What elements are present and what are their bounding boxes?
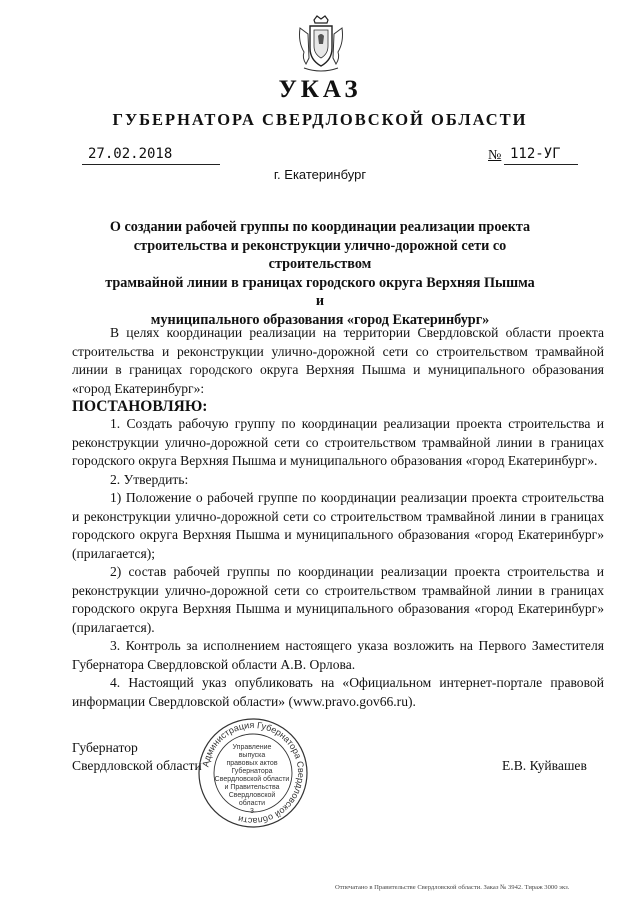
preamble-paragraph: В целях координации реализации на территории Свердловской области проекта строительства и реконструкции улично-дорожной сети со строительством трамвайной линии в границах городского округа Верхняя Пышма и муниципального образования «город Екатеринбург»: <box>72 325 604 396</box>
print-footer: Отпечатано в Правительстве Свердловской области. Заказ № 3942. Тираж 3000 экз. <box>335 884 570 891</box>
stamp-line: и Правительства <box>224 784 280 791</box>
document-title <box>100 218 540 329</box>
stamp-line: Свердловской <box>228 792 276 799</box>
item-3-paragraph: 3. Контроль за исполнением настоящего указа возложить на Первого Заместителя Губернатора Свердловской области А.В. Орлова. <box>72 638 604 672</box>
date-field: 27.02.2018 <box>82 146 220 165</box>
coat-of-arms-emblem <box>296 14 346 74</box>
number-sign: № <box>488 148 502 163</box>
document-type: УКАЗ <box>278 76 362 103</box>
stamp-line: Губернатора <box>231 768 273 775</box>
city-label: г. Екатеринбург <box>273 167 367 182</box>
signer-title-line-2: Свердловской области <box>72 758 202 773</box>
stamp-ring-text: Администрация Губернатора Свердловской области <box>200 719 307 827</box>
title-line: трамвайной линии в границах городского округа Верхняя Пышма и <box>105 274 535 309</box>
title-line: муниципального образования «город Екатеринбург» <box>150 311 490 328</box>
stamp-line: 3 <box>250 808 254 815</box>
stamp-line: выпуска <box>238 752 266 759</box>
decree-number-field: 112-УГ <box>504 146 578 165</box>
item-2-paragraph: 2. Утвердить: <box>110 471 189 487</box>
item-2-1-paragraph: 1) Положение о рабочей группе по координации реализации проекта строительства и реконструкции улично-дорожной сети со строительством трамвайной линии в границах городского округа Верхняя Пышма и муниципального образования «город Екатеринбург» (прилагается); <box>72 490 604 561</box>
stamp-line: Свердловской области <box>214 776 290 783</box>
signer-name: Е.В. Куйвашев <box>502 758 587 773</box>
resolve-heading: ПОСТАНОВЛЯЮ: <box>72 398 208 415</box>
stamp-line: Управление <box>232 744 272 751</box>
stamp-line: области <box>238 800 266 807</box>
issuer-heading: ГУБЕРНАТОРА СВЕРДЛОВСКОЙ ОБЛАСТИ <box>112 110 528 129</box>
stamp-inner-text <box>206 744 298 816</box>
item-4-paragraph: 4. Настоящий указ опубликовать на «Официальном интернет-портале правовой информации Свердловской области» (www.pravo.gov66.ru). <box>72 675 604 709</box>
document-body <box>72 324 604 711</box>
title-line: О создании рабочей группы по координации реализации проекта <box>109 219 531 235</box>
stamp-line: правовых актов <box>226 760 278 767</box>
item-1-paragraph: 1. Создать рабочую группу по координации реализации проекта строительства и реконструкции улично-дорожной сети со строительством трамвайной линии в границах городского округа Верхняя Пышма и муниципального образования «город Екатеринбург». <box>72 416 604 468</box>
item-2-2-paragraph: 2) состав рабочей группы по координации реализации проекта строительства и реконструкции улично-дорожной сети со строительством трамвайной линии в границах городского округа Верхняя Пышма и муниципального образования «город Екатеринбург» (прилагается). <box>72 564 604 635</box>
title-line: строительства и реконструкции улично-дорожной сети со строительством <box>133 237 507 272</box>
signer-title-line-1: Губернатор <box>72 740 138 755</box>
